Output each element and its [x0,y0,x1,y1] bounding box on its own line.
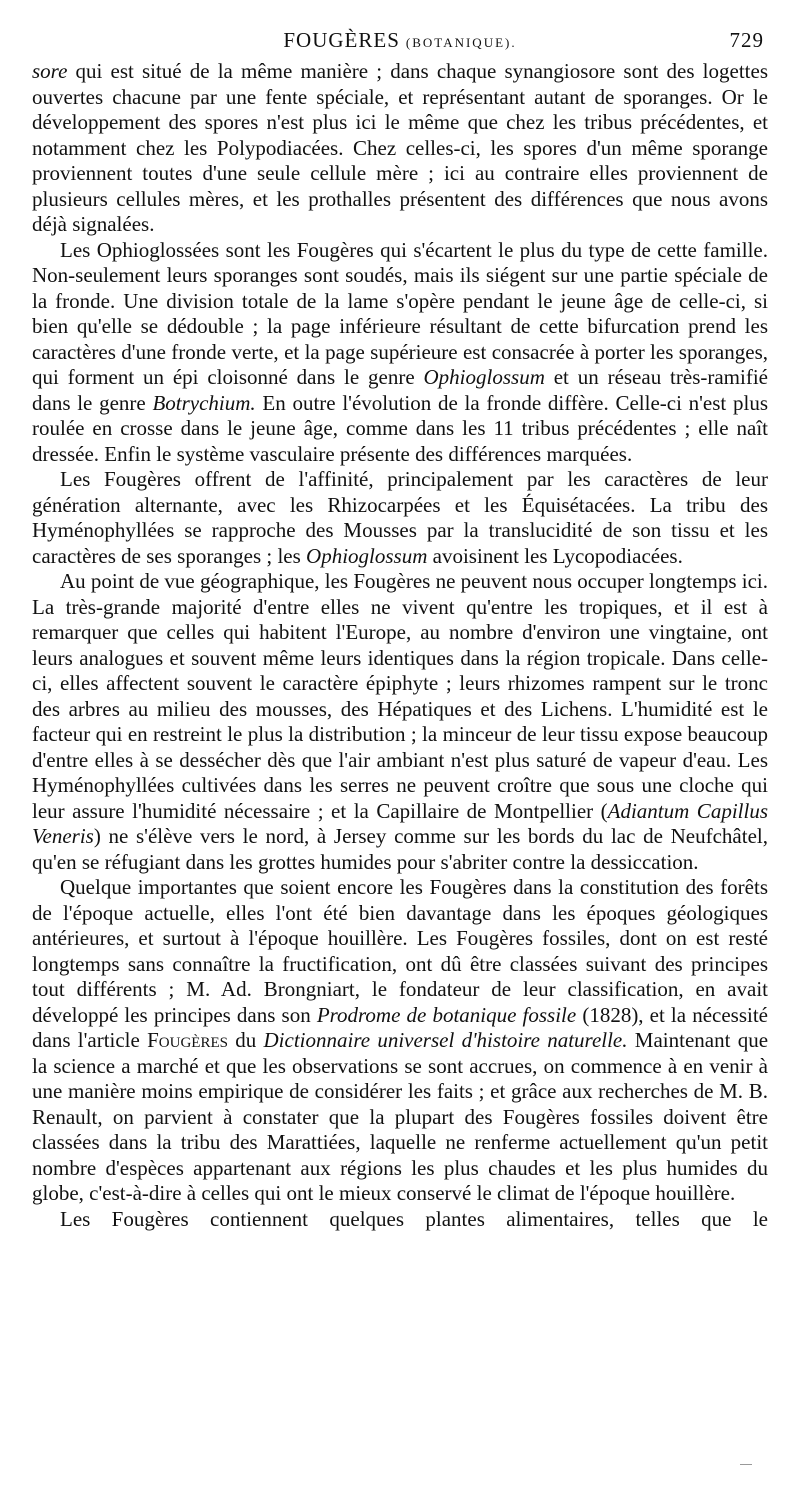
italic-text: Dictionnaire universel d'histoire naturelle. [263,1028,628,1052]
paragraph [32,1207,768,1233]
italic-text: Botrychium. [152,390,256,415]
text-run: ) ne s'élève vers le nord, à Jersey comme sur les bords du lac de Neufchâtel, qu'en se réfugiant dans les grottes humides pour s'abriter contre la dessiccation. [32,824,768,874]
italic-text: Ophioglossum [306,543,428,568]
italic-text: Adiantum Capillus Veneris [32,798,768,848]
text-run: du [227,1028,264,1052]
text-run: qui est situé de la même manière ; dans chaque synangiosore sont des logettes ouvertes chacune par une fente spéciale, et représentant autant de sporanges. Or le développement des spores n'est plus ici le même que chez les tribus précédentes, et notamment chez les Polypodiacées. Chez celles-ci, les spores d'un même sporange proviennent toutes d'une seule cellule mère ; ici au contraire elles proviennent de plusieurs cellules mères, et les prothalles présentent des différences que nous avons déjà signalées. [32,59,768,236]
text-run: Les Ophioglossées sont les Fougères qui s'écartent le plus du type de cette famille. Non-seulement leurs sporanges sont soudés, mais ils siégent sur une partie spéciale de la fronde. Une division totale de la lame s'opère pendant le jeune âge de celle-ci, si bien qu'elle se dédouble ; la page inférieure résultant de cette bifurcation prend les caractères d'une fronde verte, et la page supérieure est consacrée à porter les sporanges, qui forment un épi cloisonné dans le genre [32,237,768,389]
italic-text: Ophioglossum [423,365,545,389]
italic-text: sore [32,59,68,83]
header-title: FOUGÈRES [283,28,400,52]
running-header [32,28,768,58]
small-caps-text: Fougères [147,1028,228,1052]
paragraph [32,467,768,569]
running-title [32,28,768,53]
page-number: 729 [729,28,764,52]
text-run: Maintenant que la science a marché et que les observations se sont accrues, on commence à en venir à une manière moins empirique de considérer les faits ; et grâce aux recherches de M. B. Renault, on parvient à constater que la plupart des Fougères fossiles doivent être classées dans la tribu des Marattiées, laquelle ne renferme actuellement qu'un petit nombre d'espèces appartenant aux régions les plus chaudes et les plus humides du globe, c'est-à-dire à celles qui ont le mieux conservé le climat de l'époque houillère. [32,1028,769,1205]
text-run: Au point de vue géographique, les Fougères ne peuvent nous occuper longtemps ici. La très-grande majorité d'entre elles ne vivent qu'entre les tropiques, et il est à remarquer que celles qui habitent l'Europe, au nombre d'environ une vingtaine, ont leurs analogues et souvent même leurs identiques dans la région tropicale. Dans celle-ci, elles affectent souvent le caractère épiphyte ; leurs rhizomes rampent sur le tronc des arbres au milieu des mousses, des Hépatiques et des Lichens. L'humidité est le facteur qui en restreint le plus la distribution ; la minceur de leur tissu expose beaucoup d'entre elles à se dessécher dès que l'air ambiant n'est plus saturé de vapeur d'eau. Les Hyménophyllées cultivées dans les serres ne peuvent croître que sous une cloche qui leur assure l'humidité nécessaire ; et la Capillaire de Montpellier ( [32,569,768,823]
text-run: (1828), et la nécessité dans l'article [32,1002,768,1052]
text-run: avoisinent les Lycopodiacées. [427,543,683,568]
italic-text: Prodrome de botanique fossile [316,1002,577,1027]
paragraph [32,59,768,238]
paragraph [32,569,768,875]
body-text [32,59,768,1232]
text-run: Quelque importantes que soient encore les Fougères dans la constitution des forêts de l'époque actuelle, elles l'ont été bien davantage dans les époques géologiques antérieures, et surtout à l'époque houillère. Les Fougères fossiles, dont on est resté longtemps sans connaître la fructification, ont dû être classées suivant des principes tout différents ; M. Ad. Brongniart, le fondateur de leur classification, en avait développé les principes dans son [32,875,768,1027]
text-run: Les Fougères contiennent quelques plantes alimentaires, telles que le [60,1206,768,1231]
paragraph [32,875,768,1207]
header-subtitle: (BOTANIQUE). [405,35,517,50]
paragraph [32,238,768,468]
text-run: et un réseau très-ramifié dans le genre [32,365,768,415]
text-run: En outre l'évolution de la fronde diffère. Celle-ci n'est plus roulée en crosse dans le jeune âge, comme dans les 11 tribus précédentes ; elle naît dressée. Enfin le système vasculaire présente des différences marquées. [32,390,768,466]
page-mark [740,1464,752,1465]
text-run: Les Fougères offrent de l'affinité, principalement par les caractères de leur génération alternante, avec les Rhizocarpées et les Équisétacées. La tribu des Hyménophyllées se rapproche des Mousses par la translucidité de son tissu et les caractères de ses sporanges ; les [32,467,768,568]
